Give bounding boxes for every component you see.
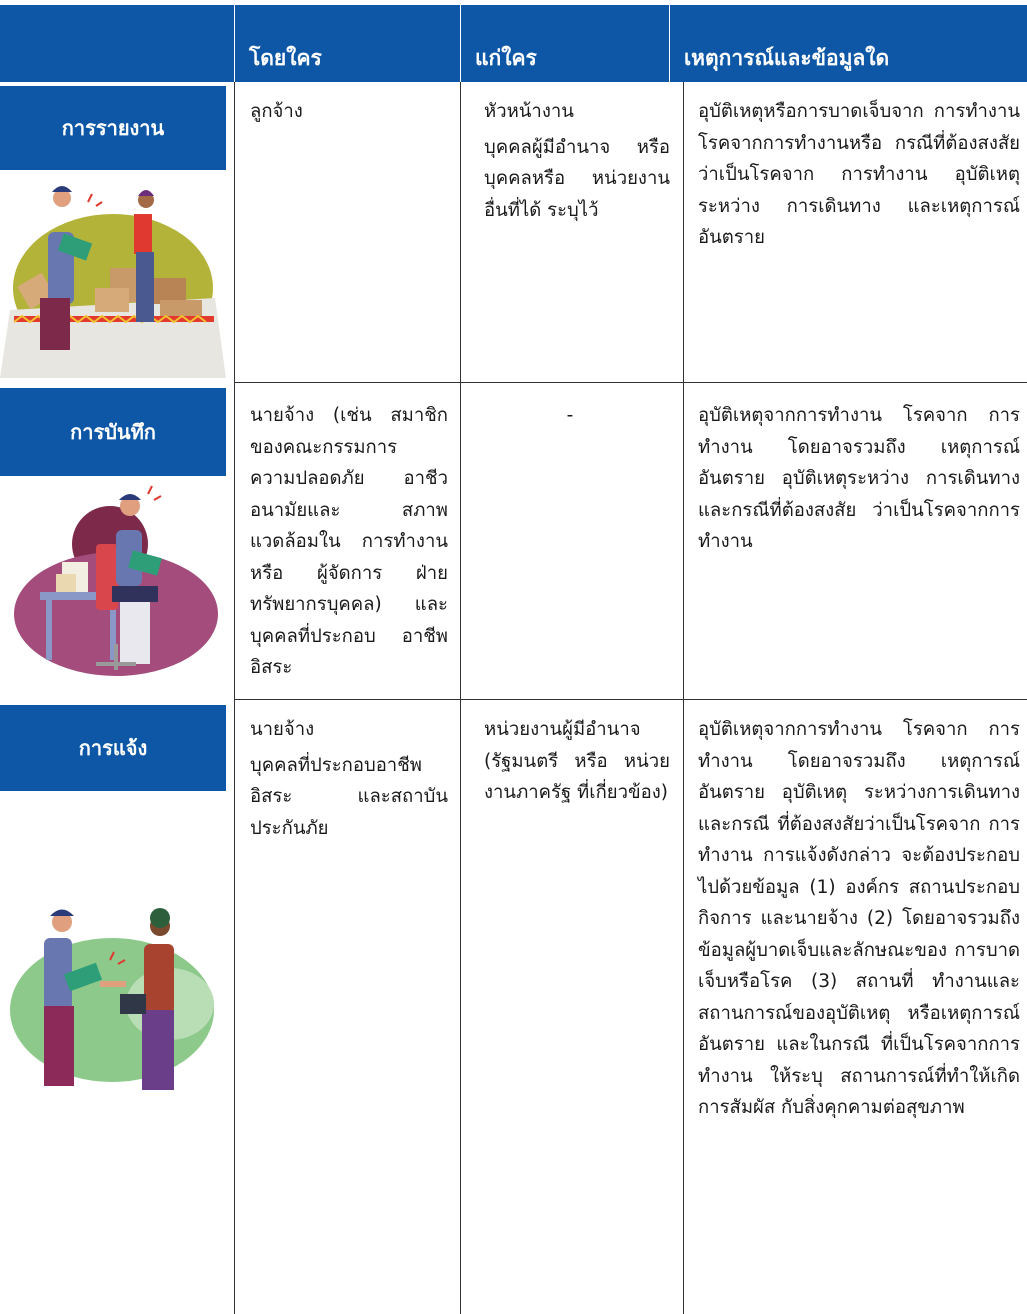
to-text: บุคคลผู้มีอำนาจ หรือบุคคลหรือ หน่วยงานอื่นที่ได้ ระบุไว้ bbox=[484, 136, 670, 221]
row-label-recording: การบันทึก bbox=[0, 388, 226, 476]
row-divider bbox=[234, 382, 1027, 383]
column-divider bbox=[683, 82, 684, 1314]
by-text: ลูกจ้าง bbox=[250, 101, 303, 122]
by-text: บุคคลที่ประกอบอาชีพ อิสระ และสถาบัน ประกันภัย bbox=[250, 754, 448, 839]
warehouse-report-illustration bbox=[0, 178, 226, 378]
header-what: เหตุการณ์และข้อมูลใด bbox=[670, 5, 1027, 82]
header-by: โดยใคร bbox=[235, 5, 460, 82]
handshake-notify-illustration bbox=[0, 900, 226, 1120]
header-to: แก่ใคร bbox=[461, 5, 669, 82]
row-notification-to: หน่วยงานผู้มีอำนาจ (รัฐมนตรี หรือ หน่วยงานภาครัฐ ที่เกี่ยวข้อง) bbox=[484, 719, 670, 803]
row-recording-what: อุบัติเหตุจากการทำงาน โรคจาก การทำงาน โดยอาจรวมถึง เหตุการณ์อันตราย อุบัติเหตุระหว่าง การเดินทาง และกรณีที่ต้องสงสัย ว่าเป็นโรคจากการทำงาน bbox=[698, 405, 1020, 552]
row-reporting-by bbox=[250, 96, 450, 132]
row-divider bbox=[234, 699, 1027, 700]
row-notification-what: อุบัติเหตุจากการทำงาน โรคจาก การทำงาน โดยอาจรวมถึง เหตุการณ์อันตราย อุบัติเหตุ ระหว่างการเดินทาง และกรณี ที่ต้องสงสัยว่าเป็นโรคจาก การทำงาน การแจ้งดังกล่าว จะต้องประกอบไปด้วยข้อมูล (1) องค์กร สถานประกอบกิจการ และนายจ้าง (2) โดยอาจรวมถึง ข้อมูลผู้บาดเจ็บและลักษณะของ การบาดเจ็บหรือโรค (3) สถานที่ ทำงานและสถานการณ์ของอุบัติเหตุ หรือเหตุการณ์อันตราย และในกรณี ที่เป็นโรคจากการทำงาน ให้ระบุ สถานการณ์ที่ทำให้เกิดการสัมผัส กับสิ่งคุกคามต่อสุขภาพ bbox=[698, 719, 1020, 1118]
column-divider bbox=[460, 82, 461, 1314]
row-label-notification: การแจ้ง bbox=[0, 705, 226, 791]
to-text: หัวหน้างาน bbox=[484, 101, 574, 122]
row-recording-to: - bbox=[566, 405, 574, 426]
row-notification-by bbox=[250, 714, 448, 848]
by-text: นายจ้าง bbox=[250, 719, 315, 740]
row-reporting-to bbox=[484, 96, 670, 230]
column-divider bbox=[234, 82, 235, 1314]
table-header-blank bbox=[0, 5, 234, 82]
office-record-illustration bbox=[0, 484, 226, 694]
row-recording-by: นายจ้าง (เช่น สมาชิก ของคณะกรรมการ ความปลอดภัย อาชีวอนามัยและ สภาพแวดล้อมใน การทำงาน หรือ ผู้จัดการ ฝ่ายทรัพยากรบุคคล) และบุคคลที่ประกอบ อาชีพอิสระ bbox=[250, 405, 448, 678]
row-reporting-what: อุบัติเหตุหรือการบาดเจ็บจาก การทำงาน โรคจากการทำงานหรือ กรณีที่ต้องสงสัยว่าเป็นโรคจาก การทำงาน อุบัติเหตุระหว่าง การเดินทาง และเหตุการณ์อันตราย bbox=[698, 101, 1020, 248]
row-label-reporting: การรายงาน bbox=[0, 86, 226, 170]
